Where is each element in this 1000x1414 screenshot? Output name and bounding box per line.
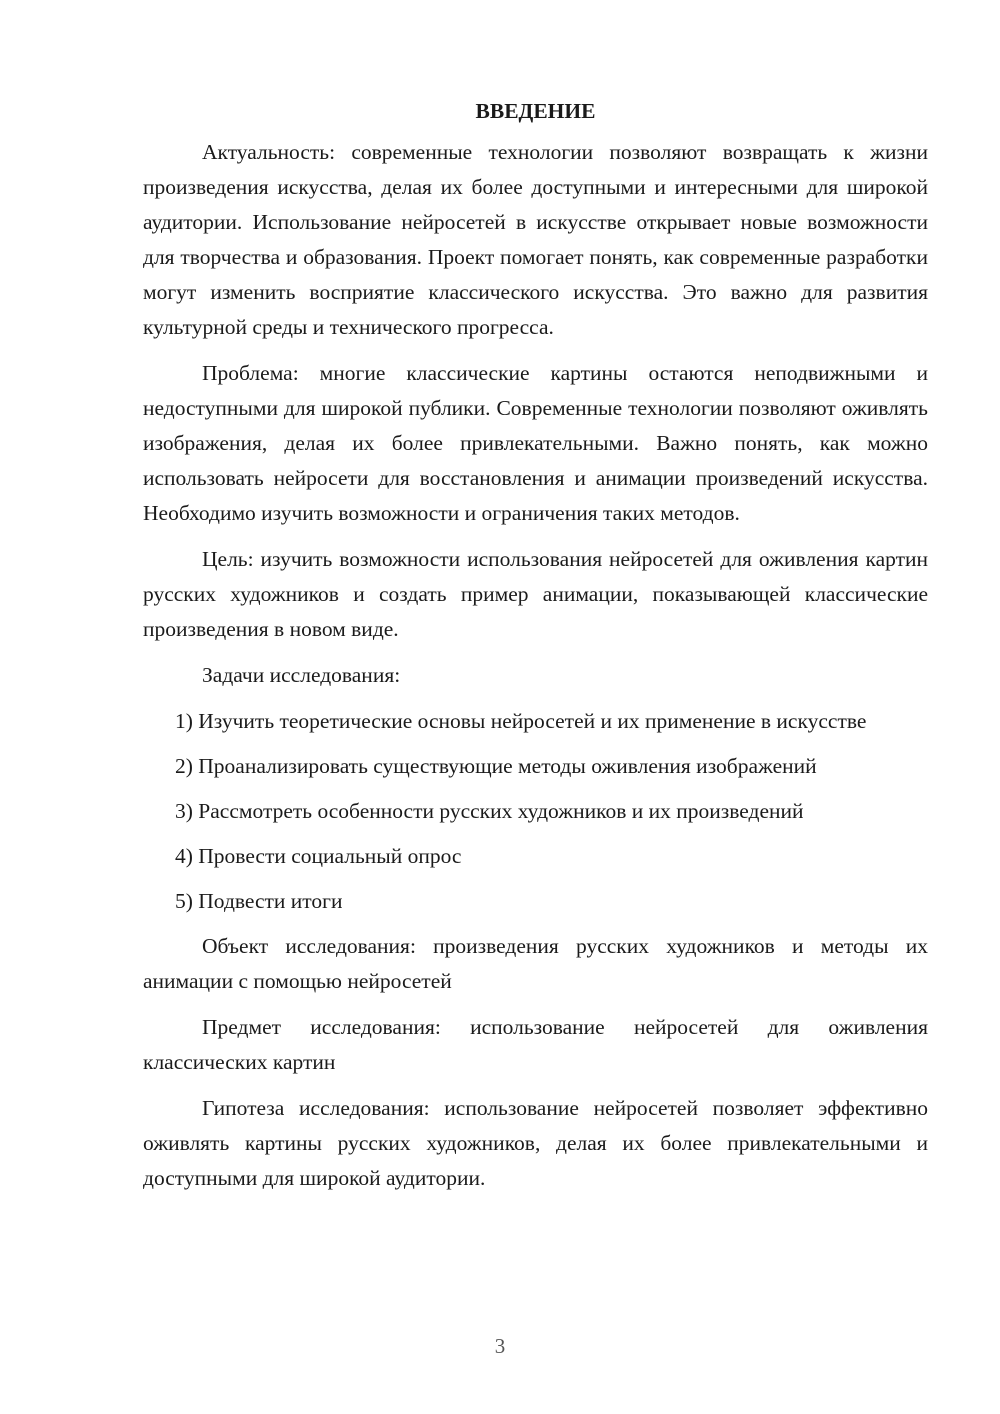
- list-item: 3) Рассмотреть особенности русских художников и их произведений: [175, 799, 804, 823]
- paragraph-relevance: Актуальность: современные технологии позволяют возвращать к жизни произведения искусства, делая их более доступными и интересными для широкой аудитории. Использование нейросетей в искусстве открывает новые возможности для творчества и образования. Проект помогает понять, как современные разработки могут изменить восприятие классического искусства. Это важно для развития культурной среды и технического прогресса.: [143, 140, 928, 339]
- section-heading: ВВЕДЕНИЕ: [475, 99, 596, 123]
- tasks-list: [143, 704, 928, 919]
- paragraph-hypothesis: Гипотеза исследования: использование нейросетей позволяет эффективно оживлять картины русских художников, делая их более привлекательными и доступными для широкой аудитории.: [143, 1096, 928, 1190]
- list-item: 1) Изучить теоретические основы нейросетей и их применение в искусстве: [175, 709, 867, 733]
- paragraph-subject: Предмет исследования: использование нейросетей для оживления классических картин: [143, 1015, 928, 1074]
- list-item: 4) Провести социальный опрос: [175, 844, 462, 868]
- list-item: 5) Подвести итоги: [175, 889, 343, 913]
- paragraph-object: Объект исследования: произведения русских художников и методы их анимации с помощью нейросетей: [143, 934, 928, 993]
- paragraph-goal: Цель: изучить возможности использования нейросетей для оживления картин русских художников и создать пример анимации, показывающей классические произведения в новом виде.: [143, 547, 928, 641]
- page-number: 3: [494, 1334, 506, 1358]
- list-item: 2) Проанализировать существующие методы оживления изображений: [175, 754, 817, 778]
- paragraph-problem: Проблема: многие классические картины остаются неподвижными и недоступными для широкой публики. Современные технологии позволяют оживлять изображения, делая их более привлекательными. Важно понять, как можно использовать нейросети для восстановления и анимации произведений искусства. Необходимо изучить возможности и ограничения таких методов.: [143, 361, 928, 525]
- document-page: [143, 94, 928, 1207]
- tasks-title: Задачи исследования:: [202, 663, 401, 687]
